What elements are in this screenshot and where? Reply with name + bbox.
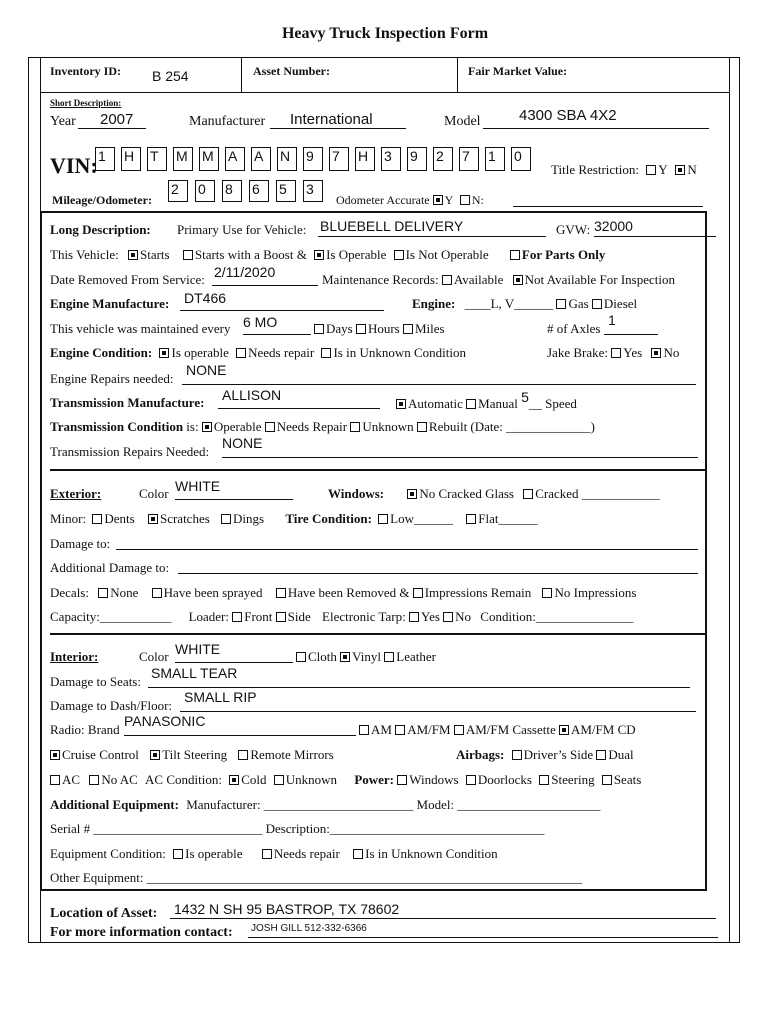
gvw-line xyxy=(594,236,716,237)
engine-label: Engine: xyxy=(412,296,456,311)
this-vehicle-label: This Vehicle: xyxy=(50,247,119,262)
capacity-row xyxy=(50,609,633,625)
manual-checkbox[interactable] xyxy=(466,399,476,409)
starts-boost-label: Starts with a Boost & xyxy=(194,247,307,262)
primary-use-value[interactable]: BLUEBELL DELIVERY xyxy=(320,218,464,234)
location-label: Location of Asset: xyxy=(50,906,158,921)
contact-line xyxy=(248,937,718,938)
asset-number-label: Asset Number: xyxy=(253,64,330,78)
location-line xyxy=(170,918,716,919)
loader-side-label: Side xyxy=(287,609,311,624)
equip-operable-label: Is operable xyxy=(185,846,243,861)
trans-rebuilt-checkbox[interactable] xyxy=(417,422,427,432)
damage-to-label: Damage to: xyxy=(50,536,111,551)
year-value[interactable]: 2007 xyxy=(100,111,134,128)
trans-repair-checkbox[interactable] xyxy=(265,422,275,432)
vin-char-box[interactable]: 7 xyxy=(329,147,349,171)
title-restriction-y-checkbox[interactable] xyxy=(646,165,656,175)
damage-dash-label: Damage to Dash/Floor: xyxy=(50,698,173,713)
cracked-checkbox[interactable] xyxy=(523,489,533,499)
decals-none-label: None xyxy=(110,585,139,600)
engine-manufacture-value[interactable]: DT466 xyxy=(184,290,227,306)
dings-checkbox[interactable] xyxy=(221,514,231,524)
date-removed-label: Date Removed From Service: xyxy=(50,272,205,287)
upholstery-row xyxy=(296,649,436,665)
odometer-accurate-y-label: Y xyxy=(444,193,453,207)
scratches-label: Scratches xyxy=(159,511,210,526)
model-line xyxy=(483,128,709,129)
maintenance-label: Maintenance Records: xyxy=(322,272,439,287)
primary-use-label: Primary Use for Vehicle: xyxy=(177,222,307,237)
transmission-manufacture-value[interactable]: ALLISON xyxy=(222,387,282,403)
gvw-value[interactable]: 32000 xyxy=(594,218,633,234)
days-label: Days xyxy=(326,321,353,336)
diesel-checkbox[interactable] xyxy=(592,299,602,309)
exterior-label: Exterior: xyxy=(50,486,102,501)
engine-condition-row xyxy=(50,345,466,361)
tire-flat-label: Flat______ xyxy=(478,511,538,526)
no-ac-label: No AC xyxy=(101,772,138,787)
odometer-accurate-label: Odometer Accurate xyxy=(336,193,430,207)
not-operable-checkbox[interactable] xyxy=(394,250,404,260)
jake-brake-row xyxy=(547,345,679,361)
tarp-label: Electronic Tarp: xyxy=(322,609,406,624)
no-cracked-glass-label: No Cracked Glass xyxy=(419,486,514,501)
is-operable-label: Is Operable xyxy=(326,247,387,262)
odometer-digit-box[interactable]: 5 xyxy=(276,180,296,202)
vin-char-box[interactable]: A xyxy=(251,147,271,171)
radio-am-label: AM xyxy=(371,722,392,737)
maintenance-row xyxy=(322,272,675,288)
odometer-digit-box[interactable]: 0 xyxy=(195,180,215,202)
exterior-color-line xyxy=(175,499,293,500)
decals-row xyxy=(50,585,636,601)
tarp-yes-checkbox[interactable] xyxy=(409,612,419,622)
axles-value[interactable]: 1 xyxy=(608,312,616,328)
miles-label: Miles xyxy=(415,321,445,336)
interior-divider xyxy=(50,633,706,635)
damage-seats-value[interactable]: SMALL TEAR xyxy=(151,665,238,681)
trans-operable-label: Operable xyxy=(213,419,262,434)
long-box-top xyxy=(40,211,705,213)
gvw-label: GVW: xyxy=(556,222,591,237)
radio-cd-checkbox[interactable] xyxy=(559,725,569,735)
power-steering-label: Steering xyxy=(551,772,595,787)
inner-right-border xyxy=(729,57,730,943)
airbags-label: Airbags: xyxy=(456,747,505,762)
additional-damage-label: Additional Damage to: xyxy=(50,560,170,575)
automatic-label: Automatic xyxy=(408,396,463,411)
decals-label: Decals: xyxy=(50,585,89,600)
airbag-dual-label: Dual xyxy=(608,747,634,762)
maintained-label: This vehicle was maintained every xyxy=(50,321,231,336)
long-box-right xyxy=(705,211,707,891)
power-doorlocks-label: Doorlocks xyxy=(477,772,532,787)
manufacturer-value[interactable]: International xyxy=(290,111,373,128)
jake-yes-label: Yes xyxy=(623,345,643,360)
fair-market-value-label: Fair Market Value: xyxy=(468,64,568,78)
power-windows-label: Windows xyxy=(409,772,459,787)
radio-brand-value[interactable]: PANASONIC xyxy=(124,713,206,729)
hours-label: Hours xyxy=(367,321,400,336)
dents-checkbox[interactable] xyxy=(92,514,102,524)
contact-value[interactable]: JOSH GILL 512-332-6366 xyxy=(251,923,367,934)
parts-only-label: For Parts Only xyxy=(521,247,606,262)
additional-equipment-row xyxy=(50,797,600,813)
radio-brand-label: Radio: Brand xyxy=(50,722,120,737)
vin-char-box[interactable]: T xyxy=(147,147,167,171)
ac-label: AC xyxy=(62,772,81,787)
vin-char-box[interactable]: M xyxy=(173,147,193,171)
location-value[interactable]: 1432 N SH 95 BASTROP, TX 78602 xyxy=(174,901,400,917)
engine-repairs-line xyxy=(182,384,696,385)
ac-cold-label: Cold xyxy=(241,772,267,787)
outer-bottom-border xyxy=(28,942,740,943)
airbag-driver-checkbox[interactable] xyxy=(512,750,522,760)
vin-char-box[interactable]: A xyxy=(225,147,245,171)
this-vehicle-row xyxy=(50,247,605,263)
transmission-repairs-value[interactable]: NONE xyxy=(222,435,263,451)
odometer-digit-box[interactable]: 6 xyxy=(249,180,269,202)
capacity-label: Capacity:___________ xyxy=(50,609,172,624)
airbag-dual-checkbox[interactable] xyxy=(596,750,606,760)
ac-checkbox[interactable] xyxy=(50,775,60,785)
contact-label: For more information contact: xyxy=(50,925,233,940)
inventory-id-value[interactable]: B 254 xyxy=(152,68,189,84)
decals-sprayed-checkbox[interactable] xyxy=(152,588,162,598)
trans-rebuilt-label: Rebuilt (Date: _____________) xyxy=(428,419,595,434)
outer-left-border xyxy=(28,57,29,943)
maintenance-available-label: Available xyxy=(453,272,504,287)
long-box-left xyxy=(40,211,42,891)
airbags-row xyxy=(456,747,634,763)
manufacturer-label: Manufacturer xyxy=(189,114,266,129)
gas-label: Gas xyxy=(568,296,589,311)
ac-unknown-checkbox[interactable] xyxy=(274,775,284,785)
long-description-label: Long Description: xyxy=(50,222,151,237)
tarp-yes-label: Yes xyxy=(420,609,440,624)
additional-equipment-label: Additional Equipment: xyxy=(50,797,179,812)
engine-repair-checkbox[interactable] xyxy=(236,348,246,358)
transmission-condition-row xyxy=(50,419,595,435)
cruise-control-checkbox[interactable] xyxy=(50,750,60,760)
damage-dash-value[interactable]: SMALL RIP xyxy=(184,689,257,705)
odometer-digit-box[interactable]: 8 xyxy=(222,180,242,202)
jake-no-label: No xyxy=(663,345,680,360)
decals-removed-label: Have been Removed & xyxy=(287,585,410,600)
automatic-checkbox[interactable] xyxy=(396,399,406,409)
serial-description-row: Serial # __________________________ Description:_________________________________ xyxy=(50,821,545,836)
maintenance-not-available-label: Not Available For Inspection xyxy=(524,272,675,287)
jake-brake-label: Jake Brake: xyxy=(547,345,609,360)
loader-label: Loader: xyxy=(188,609,229,624)
equipment-condition-label: Equipment Condition: xyxy=(50,846,166,861)
vinyl-label: Vinyl xyxy=(352,649,381,664)
dents-label: Dents xyxy=(104,511,135,526)
title-restriction-n-checkbox[interactable] xyxy=(675,165,685,175)
radio-cassette-label: AM/FM Cassette xyxy=(465,722,556,737)
interior-color-value[interactable]: WHITE xyxy=(175,641,221,657)
odometer-n-line xyxy=(513,206,703,207)
vin-char-box[interactable]: H xyxy=(121,147,141,171)
trans-unknown-label: Unknown xyxy=(362,419,414,434)
vin-char-box[interactable]: 2 xyxy=(433,147,453,171)
parts-only-checkbox[interactable] xyxy=(510,250,520,260)
engine-manufacture-line xyxy=(180,310,384,311)
damage-seats-label: Damage to Seats: xyxy=(50,674,141,689)
engine-repair-label: Needs repair xyxy=(248,345,315,360)
tire-low-label: Low______ xyxy=(390,511,454,526)
manual-label: Manual xyxy=(478,396,518,411)
inventory-id-label: Inventory ID: xyxy=(50,64,121,78)
not-operable-label: Is Not Operable xyxy=(405,247,489,262)
engine-condition-label: Engine Condition: xyxy=(50,345,153,360)
axles-label: # of Axles xyxy=(547,321,601,336)
vin-char-box[interactable]: M xyxy=(199,147,219,171)
gas-checkbox[interactable] xyxy=(556,299,566,309)
axles-line xyxy=(604,334,658,335)
trans-operable-checkbox[interactable] xyxy=(202,422,212,432)
transmission-condition-is: is: xyxy=(186,419,199,434)
ac-power-row xyxy=(50,772,641,788)
interior-label: Interior: xyxy=(50,649,99,664)
impressions-remain-checkbox[interactable] xyxy=(413,588,423,598)
interior-color-label: Color xyxy=(139,649,169,664)
odometer-accurate xyxy=(336,193,484,208)
transmission-repairs-line xyxy=(222,457,698,458)
no-impressions-checkbox[interactable] xyxy=(542,588,552,598)
equip-unknown-label: Is in Unknown Condition xyxy=(365,846,498,861)
tire-flat-checkbox[interactable] xyxy=(466,514,476,524)
speed-label: Speed xyxy=(545,396,577,411)
maintained-line xyxy=(243,334,311,335)
radio-cd-label: AM/FM CD xyxy=(570,722,636,737)
speed-value[interactable]: 5 xyxy=(521,389,529,405)
year-line xyxy=(78,128,146,129)
exterior-condition-label: Condition:_______________ xyxy=(480,609,634,624)
windows-row xyxy=(328,486,660,502)
trans-repair-label: Needs Repair xyxy=(276,419,348,434)
tire-low-checkbox[interactable] xyxy=(378,514,388,524)
cloth-label: Cloth xyxy=(308,649,337,664)
hours-checkbox[interactable] xyxy=(356,324,366,334)
other-equipment-row: Other Equipment: ___________________________________________________________________ xyxy=(50,870,583,885)
dings-label: Dings xyxy=(233,511,265,526)
odometer-accurate-n-checkbox[interactable] xyxy=(460,195,470,205)
tire-condition-label: Tire Condition: xyxy=(285,511,372,526)
odometer-digit-box[interactable]: 3 xyxy=(303,180,323,202)
manufacturer-line xyxy=(270,128,406,129)
decals-sprayed-label: Have been sprayed xyxy=(163,585,263,600)
odometer-label: Mileage/Odometer: xyxy=(52,193,152,207)
windows-label: Windows: xyxy=(328,486,385,501)
no-impressions-label: No Impressions xyxy=(554,585,637,600)
odometer-accurate-n-label: N: xyxy=(471,193,484,207)
leather-checkbox[interactable] xyxy=(384,652,394,662)
cruise-control-label: Cruise Control xyxy=(62,747,139,762)
title-restriction-n-label: N xyxy=(687,162,697,177)
engine-operable-label: Is operable xyxy=(171,345,229,360)
tilt-steering-checkbox[interactable] xyxy=(150,750,160,760)
loader-side-checkbox[interactable] xyxy=(276,612,286,622)
no-ac-checkbox[interactable] xyxy=(89,775,99,785)
year-label: Year xyxy=(50,114,76,129)
minor-label: Minor: xyxy=(50,511,87,526)
vin-char-box[interactable]: 3 xyxy=(381,147,401,171)
vin-char-box[interactable]: 0 xyxy=(511,147,531,171)
loader-front-checkbox[interactable] xyxy=(232,612,242,622)
vin-char-box[interactable]: N xyxy=(277,147,297,171)
damage-dash-line xyxy=(180,711,696,712)
diesel-label: Diesel xyxy=(603,296,638,311)
date-removed-line xyxy=(212,285,318,286)
header-divider-2 xyxy=(457,57,458,93)
maintenance-available-checkbox[interactable] xyxy=(442,275,452,285)
power-steering-checkbox[interactable] xyxy=(539,775,549,785)
header-divider-1 xyxy=(241,57,242,93)
title-restriction xyxy=(551,162,697,178)
short-description-label: Short Description: xyxy=(50,98,122,108)
damage-to-line xyxy=(116,549,698,550)
date-removed-value[interactable]: 2/11/2020 xyxy=(214,264,276,280)
radio-am-checkbox[interactable] xyxy=(359,725,369,735)
power-seats-label: Seats xyxy=(613,772,642,787)
minor-row xyxy=(50,511,538,527)
title-restriction-y-label: Y xyxy=(658,162,668,177)
maintenance-not-available-checkbox[interactable] xyxy=(513,275,523,285)
decals-none-checkbox[interactable] xyxy=(98,588,108,598)
primary-use-line xyxy=(318,236,546,237)
tarp-no-label: No xyxy=(455,609,472,624)
outer-right-border xyxy=(739,57,740,943)
starts-checkbox[interactable] xyxy=(128,250,138,260)
vin-char-box[interactable]: 1 xyxy=(485,147,505,171)
equip-repair-checkbox[interactable] xyxy=(262,849,272,859)
maintained-value[interactable]: 6 MO xyxy=(243,314,278,330)
model-value[interactable]: 4300 SBA 4X2 xyxy=(519,107,617,124)
damage-seats-line xyxy=(148,687,690,688)
starts-label: Starts xyxy=(139,247,170,262)
loader-front-label: Front xyxy=(244,609,273,624)
page-title: Heavy Truck Inspection Form xyxy=(281,25,489,42)
odometer-digit-box[interactable]: 2 xyxy=(168,180,188,202)
equipment-condition-row xyxy=(50,846,498,862)
airbag-driver-label: Driver’s Side xyxy=(523,747,594,762)
engine-lv: ____L, V______ xyxy=(464,296,554,311)
days-checkbox[interactable] xyxy=(314,324,324,334)
tarp-no-checkbox[interactable] xyxy=(443,612,453,622)
equip-repair-label: Needs repair xyxy=(273,846,340,861)
remote-mirrors-checkbox[interactable] xyxy=(238,750,248,760)
radio-brand-line xyxy=(124,735,356,736)
exterior-color-label: Color xyxy=(139,486,169,501)
engine-row xyxy=(412,296,637,312)
engine-repairs-value[interactable]: NONE xyxy=(186,362,227,378)
long-box-bottom xyxy=(40,889,707,891)
radio-amfm-checkbox[interactable] xyxy=(395,725,405,735)
transmission-condition-label: Transmission Condition xyxy=(50,419,184,434)
no-cracked-glass-checkbox[interactable] xyxy=(407,489,417,499)
engine-unknown-checkbox[interactable] xyxy=(321,348,331,358)
transmission-manufacture-line xyxy=(218,408,380,409)
power-doorlocks-checkbox[interactable] xyxy=(466,775,476,785)
engine-unknown-label: Is in Unknown Condition xyxy=(333,345,466,360)
equip-unknown-checkbox[interactable] xyxy=(353,849,363,859)
features-row xyxy=(50,747,334,763)
exterior-divider xyxy=(50,469,706,471)
vin-char-box[interactable]: 9 xyxy=(303,147,323,171)
starts-boost-checkbox[interactable] xyxy=(183,250,193,260)
jake-no-checkbox[interactable] xyxy=(651,348,661,358)
additional-damage-line xyxy=(178,573,698,574)
is-operable-checkbox[interactable] xyxy=(314,250,324,260)
vin-char-box[interactable]: 1 xyxy=(95,147,115,171)
ac-cold-checkbox[interactable] xyxy=(229,775,239,785)
vinyl-checkbox[interactable] xyxy=(340,652,350,662)
title-restriction-label: Title Restriction: xyxy=(551,162,639,177)
vin-label: VIN: xyxy=(50,153,98,178)
transmission-repairs-label: Transmission Repairs Needed: xyxy=(50,444,210,459)
power-seats-checkbox[interactable] xyxy=(602,775,612,785)
power-label: Power: xyxy=(354,772,395,787)
outer-top-border xyxy=(28,57,740,58)
tilt-steering-label: Tilt Steering xyxy=(162,747,228,762)
maintained-units xyxy=(314,321,445,337)
additional-equipment-fields: Manufacturer: _______________________ Model: ______________________ xyxy=(186,797,601,812)
miles-checkbox[interactable] xyxy=(403,324,413,334)
leather-label: Leather xyxy=(396,649,436,664)
vin-char-box[interactable]: 9 xyxy=(407,147,427,171)
exterior-color-value[interactable]: WHITE xyxy=(175,478,221,494)
engine-operable-checkbox[interactable] xyxy=(159,348,169,358)
header-row-bottom xyxy=(40,92,730,93)
vin-char-box[interactable]: H xyxy=(355,147,375,171)
ac-condition-label: AC Condition: xyxy=(145,772,222,787)
vin-char-box[interactable]: 7 xyxy=(459,147,479,171)
impressions-remain-label: Impressions Remain xyxy=(424,585,532,600)
jake-yes-checkbox[interactable] xyxy=(611,348,621,358)
trans-unknown-checkbox[interactable] xyxy=(350,422,360,432)
radio-amfm-label: AM/FM xyxy=(407,722,451,737)
equip-operable-checkbox[interactable] xyxy=(173,849,183,859)
remote-mirrors-label: Remote Mirrors xyxy=(250,747,334,762)
transmission-type-row: Automatic Manual 5__ Speed xyxy=(396,395,577,412)
transmission-manufacture-label: Transmission Manufacture: xyxy=(50,395,205,410)
cloth-checkbox[interactable] xyxy=(296,652,306,662)
cracked-label: Cracked ____________ xyxy=(535,486,660,501)
power-windows-checkbox[interactable] xyxy=(397,775,407,785)
scratches-checkbox[interactable] xyxy=(148,514,158,524)
model-label: Model xyxy=(444,114,481,129)
odometer-accurate-y-checkbox[interactable] xyxy=(433,195,443,205)
ac-unknown-label: Unknown xyxy=(285,772,338,787)
interior-color-line xyxy=(175,662,293,663)
radio-cassette-checkbox[interactable] xyxy=(454,725,464,735)
decals-removed-checkbox[interactable] xyxy=(276,588,286,598)
engine-repairs-label: Engine Repairs needed: xyxy=(50,371,174,386)
engine-manufacture-label: Engine Manufacture: xyxy=(50,296,170,311)
radio-type-row xyxy=(359,722,636,738)
